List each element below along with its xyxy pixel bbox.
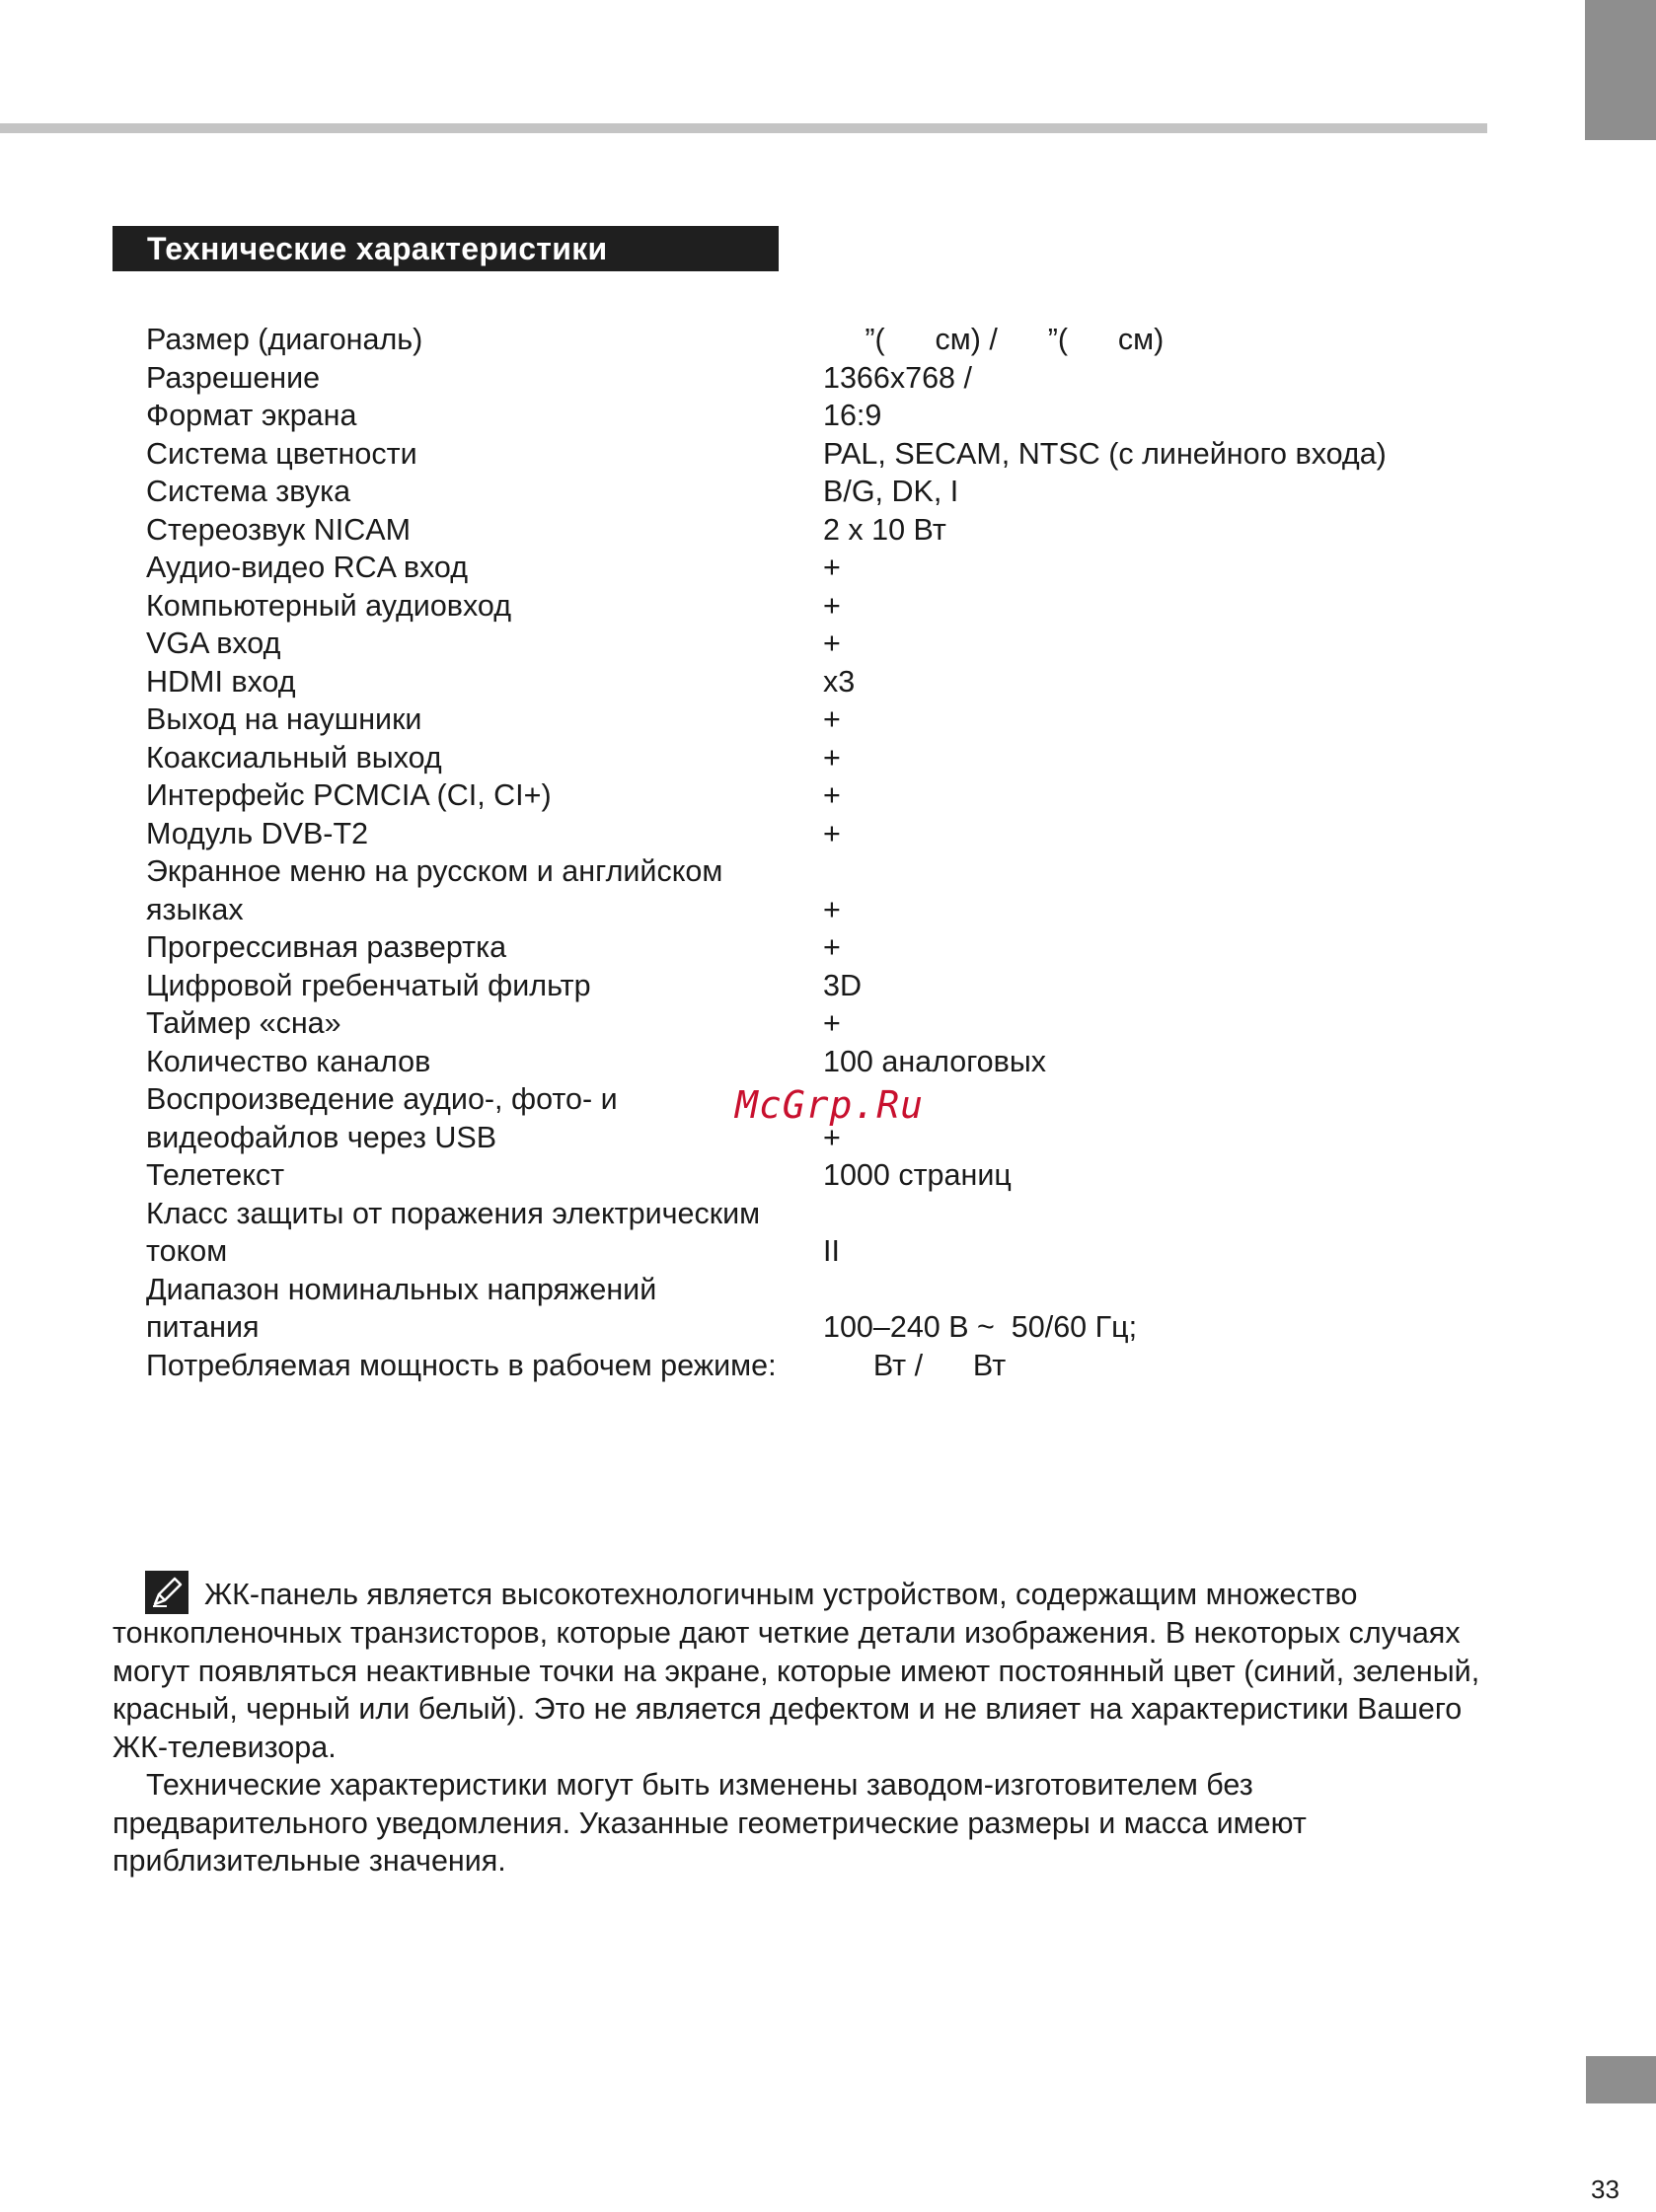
spec-value: + — [823, 1006, 841, 1040]
spec-value: II — [823, 1234, 840, 1268]
spec-value: 100–240 В ~ 50/60 Гц; — [823, 1310, 1138, 1344]
spec-row — [146, 1271, 1459, 1347]
spec-row — [146, 1156, 1459, 1195]
spec-row — [146, 511, 1459, 550]
spec-value: + — [823, 588, 841, 623]
spec-label: Коаксиальный выход — [146, 740, 442, 774]
spec-label: Класс защиты от поражения электрическим током — [146, 1196, 761, 1268]
spec-value: 16:9 — [823, 399, 882, 432]
spec-row — [146, 739, 1459, 777]
spec-value: + — [823, 1120, 841, 1154]
spec-label: Компьютерный аудиовход — [146, 588, 511, 623]
spec-value: 1366x768 / — [823, 360, 972, 395]
section-title: Технические характеристики — [113, 226, 779, 271]
spec-label: VGA вход — [146, 627, 281, 660]
spec-row — [146, 625, 1459, 663]
spec-value: + — [823, 740, 841, 774]
watermark: McGrp.Ru — [735, 1083, 925, 1127]
spec-value: + — [823, 930, 841, 964]
note-paragraph-1: ЖК-панель является высокотехнологичным устройством, содержащим множество тонкопленочных транзисторов, которые дают четкие детали изображения. В некоторых случаях могут появляться неактивные точки на экране, которые имеют постоянный цвет (синий, зеленый, красный, черный или белый). Это не является дефектом и не влияет на характеристики Вашего ЖК-телевизора. — [113, 1578, 1480, 1764]
spec-value: 3D — [823, 968, 862, 1002]
spec-value: x3 — [823, 664, 856, 699]
spec-value: B/G, DK, I — [823, 475, 959, 508]
spec-label: Модуль DVB-T2 — [146, 816, 369, 850]
specs-table — [146, 321, 1459, 1384]
spec-value: 2 x 10 Вт — [823, 512, 946, 547]
spec-row — [146, 815, 1459, 853]
spec-label: Аудио-видео RCA вход — [146, 551, 469, 584]
spec-row — [146, 1195, 1459, 1271]
spec-label: Система звука — [146, 475, 351, 508]
spec-row — [146, 473, 1459, 511]
spec-label: Интерфейс PCMCIA (CI, CI+) — [146, 778, 552, 812]
spec-value: Вт / Вт — [823, 1348, 1007, 1382]
spec-label: Цифровой гребенчатый фильтр — [146, 968, 591, 1002]
spec-value: + — [823, 627, 841, 660]
spec-value: + — [823, 816, 841, 850]
spec-label: HDMI вход — [146, 664, 296, 699]
spec-row — [146, 663, 1459, 701]
spec-label: Выход на наушники — [146, 702, 422, 736]
spec-value: + — [823, 551, 841, 584]
corner-tab — [1585, 0, 1656, 140]
spec-row — [146, 967, 1459, 1005]
spec-row — [146, 928, 1459, 967]
spec-row — [146, 587, 1459, 626]
header-rule — [0, 123, 1487, 133]
spec-label: Количество каналов — [146, 1044, 431, 1078]
spec-label: Формат экрана — [146, 399, 357, 432]
spec-label: Таймер «сна» — [146, 1006, 341, 1040]
spec-label: Стереозвук NICAM — [146, 512, 412, 547]
spec-label: Система цветности — [146, 436, 417, 471]
pencil-note-icon — [145, 1571, 188, 1614]
spec-row — [146, 700, 1459, 739]
note-block — [113, 1571, 1489, 1880]
spec-label: Диапазон номинальных напряжений питания — [146, 1272, 657, 1344]
page-tab — [1586, 2056, 1656, 2103]
spec-row — [146, 397, 1459, 435]
spec-row — [146, 1043, 1459, 1081]
spec-value: ”( см) / ”( см) — [823, 323, 1165, 356]
spec-value: + — [823, 702, 841, 736]
note-paragraph-2: Технические характеристики могут быть изменены заводом-изготовителем без предварительного уведомления. Указанные геометрические размеры и масса имеют приблизительные значения. — [113, 1768, 1307, 1878]
spec-value: + — [823, 892, 841, 926]
spec-row — [146, 1347, 1459, 1385]
spec-label: Размер (диагональ) — [146, 323, 423, 356]
spec-row — [146, 852, 1459, 928]
spec-row — [146, 321, 1459, 359]
spec-label: Экранное меню на русском и английском языках — [146, 854, 723, 926]
spec-row — [146, 435, 1459, 474]
spec-row — [146, 549, 1459, 587]
spec-label: Разрешение — [146, 360, 321, 395]
spec-label: Телетекст — [146, 1158, 285, 1192]
spec-value: PAL, SECAM, NTSC (с линейного входа) — [823, 436, 1387, 471]
spec-value: + — [823, 778, 841, 812]
spec-value: 1000 страниц — [823, 1158, 1012, 1192]
spec-row — [146, 1004, 1459, 1043]
spec-value: 100 аналоговых — [823, 1044, 1047, 1078]
spec-row — [146, 776, 1459, 815]
spec-row — [146, 359, 1459, 398]
spec-label: Потребляемая мощность в рабочем режиме: — [146, 1348, 777, 1382]
spec-label: Прогрессивная развертка — [146, 930, 507, 964]
page-number: 33 — [1591, 2175, 1619, 2204]
spec-label: Воспроизведение аудио-, фото- и видеофайлов через USB — [146, 1082, 618, 1154]
